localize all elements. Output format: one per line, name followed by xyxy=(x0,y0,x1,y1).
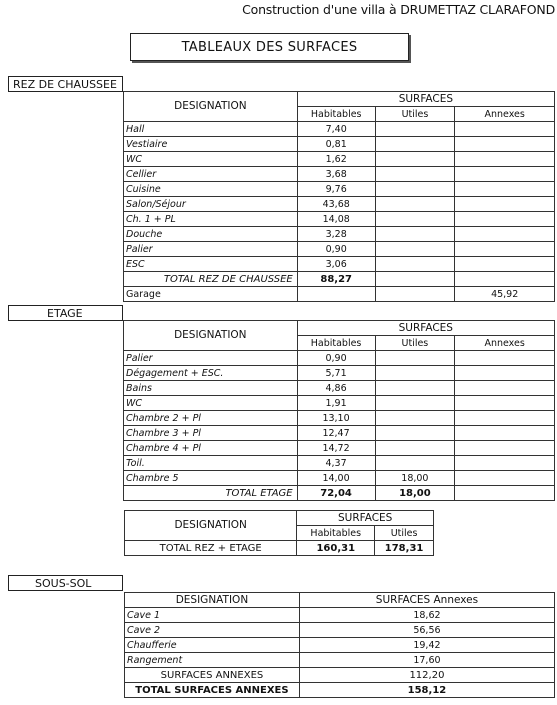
annexes-subtotal-row xyxy=(125,668,555,683)
room-name: Chambre 2 + Pl xyxy=(124,411,298,426)
habitables-header: Habitables xyxy=(297,526,375,541)
utiles-value xyxy=(375,182,455,197)
annexes-value xyxy=(455,396,555,411)
room-name: Toil. xyxy=(124,456,298,471)
table-row xyxy=(124,351,555,366)
room-name: Chaufferie xyxy=(125,638,300,653)
table-row xyxy=(124,381,555,396)
table-row xyxy=(125,623,555,638)
habitables-value: 3,68 xyxy=(297,167,375,182)
room-name: Vestiaire xyxy=(124,137,298,152)
habitables-value: 43,68 xyxy=(297,197,375,212)
habitables-value: 0,90 xyxy=(297,351,375,366)
room-name: Garage xyxy=(124,287,298,302)
habitables-value: 1,62 xyxy=(297,152,375,167)
room-name: Cuisine xyxy=(124,182,298,197)
table-row xyxy=(124,137,555,152)
utiles-value xyxy=(375,411,455,426)
table-row xyxy=(124,167,555,182)
annexes-value: 19,42 xyxy=(299,638,554,653)
habitables-header: Habitables xyxy=(297,336,375,351)
table-row xyxy=(124,426,555,441)
annexes-value xyxy=(455,197,555,212)
total-row xyxy=(124,486,555,501)
section-label-soussol: SOUS-SOL xyxy=(8,575,123,591)
total-label: TOTAL SURFACES ANNEXES xyxy=(125,683,300,698)
room-name: Chambre 4 + Pl xyxy=(124,441,298,456)
annexes-header: Annexes xyxy=(455,107,555,122)
utiles-value xyxy=(375,122,455,137)
etage-table xyxy=(123,320,555,501)
utiles-value xyxy=(375,242,455,257)
utiles-header: Utiles xyxy=(375,107,455,122)
table-row xyxy=(124,242,555,257)
utiles-value xyxy=(375,137,455,152)
utiles-value xyxy=(375,366,455,381)
habitables-value: 14,08 xyxy=(297,212,375,227)
habitables-value: 0,81 xyxy=(297,137,375,152)
table-row xyxy=(124,152,555,167)
utiles-header: Utiles xyxy=(375,336,455,351)
habitables-value: 5,71 xyxy=(297,366,375,381)
room-name: Palier xyxy=(124,242,298,257)
table-row xyxy=(124,396,555,411)
annexes-value: 18,62 xyxy=(299,608,554,623)
utiles-value xyxy=(375,381,455,396)
annexes-value xyxy=(455,411,555,426)
table-row xyxy=(124,411,555,426)
annexes-value: 45,92 xyxy=(455,287,555,302)
utiles-value xyxy=(375,287,455,302)
table-row xyxy=(124,441,555,456)
designation-header: DESIGNATION xyxy=(124,92,298,122)
room-name: Bains xyxy=(124,381,298,396)
habitables-value: 14,72 xyxy=(297,441,375,456)
total-habitables: 72,04 xyxy=(297,486,375,501)
habitables-value: 9,76 xyxy=(297,182,375,197)
room-name: Cave 1 xyxy=(125,608,300,623)
room-name: Chambre 3 + Pl xyxy=(124,426,298,441)
utiles-value xyxy=(375,257,455,272)
room-name: WC xyxy=(124,396,298,411)
garage-row xyxy=(124,287,555,302)
table-row xyxy=(124,122,555,137)
habitables-value: 1,91 xyxy=(297,396,375,411)
total-annexes xyxy=(455,486,555,501)
annexes-value xyxy=(455,137,555,152)
table-row xyxy=(124,197,555,212)
table-row xyxy=(124,456,555,471)
habitables-value: 3,06 xyxy=(297,257,375,272)
utiles-value xyxy=(375,212,455,227)
table-row xyxy=(125,653,555,668)
table-row xyxy=(124,182,555,197)
table-row xyxy=(124,257,555,272)
utiles-value xyxy=(375,227,455,242)
habitables-value: 3,28 xyxy=(297,227,375,242)
room-name: Dégagement + ESC. xyxy=(124,366,298,381)
designation-header: DESIGNATION xyxy=(125,511,297,541)
surfaces-header: SURFACES xyxy=(297,321,554,336)
designation-header: DESIGNATION xyxy=(124,321,298,351)
summary-total-utiles: 178,31 xyxy=(375,541,434,556)
utiles-value xyxy=(375,456,455,471)
utiles-value xyxy=(375,441,455,456)
total-utiles xyxy=(375,272,455,287)
annexes-value xyxy=(455,441,555,456)
total-value: 158,12 xyxy=(299,683,554,698)
utiles-header: Utiles xyxy=(375,526,434,541)
habitables-value: 4,37 xyxy=(297,456,375,471)
habitables-value: 0,90 xyxy=(297,242,375,257)
room-name: Cave 2 xyxy=(125,623,300,638)
habitables-value: 4,86 xyxy=(297,381,375,396)
annexes-value xyxy=(455,351,555,366)
summary-total-habitables: 160,31 xyxy=(297,541,375,556)
annexes-value xyxy=(455,366,555,381)
section-label-rdc: REZ DE CHAUSSEE xyxy=(8,76,123,92)
room-name: Rangement xyxy=(125,653,300,668)
subtotal-value: 112,20 xyxy=(299,668,554,683)
summary-total-label: TOTAL REZ + ETAGE xyxy=(125,541,297,556)
habitables-value: 12,47 xyxy=(297,426,375,441)
annexes-value xyxy=(455,471,555,486)
surfaces-annexes-header: SURFACES Annexes xyxy=(299,593,554,608)
room-name: ESC xyxy=(124,257,298,272)
utiles-value xyxy=(375,396,455,411)
annexes-value xyxy=(455,212,555,227)
annexes-value xyxy=(455,227,555,242)
total-utiles: 18,00 xyxy=(375,486,455,501)
soussol-table xyxy=(124,592,555,698)
summary-table xyxy=(124,510,434,556)
utiles-value xyxy=(375,167,455,182)
utiles-value xyxy=(375,426,455,441)
room-name: Hall xyxy=(124,122,298,137)
room-name: Chambre 5 xyxy=(124,471,298,486)
room-name: Cellier xyxy=(124,167,298,182)
habitables-value: 7,40 xyxy=(297,122,375,137)
utiles-value xyxy=(375,197,455,212)
table-row xyxy=(124,227,555,242)
annexes-value xyxy=(455,426,555,441)
room-name: Palier xyxy=(124,351,298,366)
document-header: Construction d'une villa à DRUMETTAZ CLARAFOND xyxy=(242,2,555,17)
annexes-value xyxy=(455,257,555,272)
annexes-value xyxy=(455,122,555,137)
utiles-value: 18,00 xyxy=(375,471,455,486)
annexes-value xyxy=(455,152,555,167)
annexes-value xyxy=(455,167,555,182)
page-title: TABLEAUX DES SURFACES xyxy=(130,33,409,61)
subtotal-label: SURFACES ANNEXES xyxy=(125,668,300,683)
total-annexes xyxy=(455,272,555,287)
habitables-header: Habitables xyxy=(297,107,375,122)
annexes-value: 17,60 xyxy=(299,653,554,668)
habitables-value xyxy=(297,287,375,302)
surfaces-header: SURFACES xyxy=(297,92,554,107)
annexes-value xyxy=(455,381,555,396)
room-name: Salon/Séjour xyxy=(124,197,298,212)
total-label: TOTAL REZ DE CHAUSSEE xyxy=(124,272,298,287)
utiles-value xyxy=(375,351,455,366)
designation-header: DESIGNATION xyxy=(125,593,300,608)
annexes-value xyxy=(455,182,555,197)
habitables-value: 13,10 xyxy=(297,411,375,426)
table-row xyxy=(124,471,555,486)
habitables-value: 14,00 xyxy=(297,471,375,486)
utiles-value xyxy=(375,152,455,167)
room-name: WC xyxy=(124,152,298,167)
table-row xyxy=(125,608,555,623)
table-row xyxy=(125,638,555,653)
rdc-table xyxy=(123,91,555,302)
total-row xyxy=(124,272,555,287)
annexes-header: Annexes xyxy=(455,336,555,351)
room-name: Douche xyxy=(124,227,298,242)
total-habitables: 88,27 xyxy=(297,272,375,287)
total-label: TOTAL ETAGE xyxy=(124,486,298,501)
annexes-value xyxy=(455,456,555,471)
annexes-value: 56,56 xyxy=(299,623,554,638)
table-row xyxy=(124,366,555,381)
section-label-etage: ETAGE xyxy=(8,305,123,321)
surfaces-header: SURFACES xyxy=(297,511,434,526)
table-row xyxy=(124,212,555,227)
annexes-value xyxy=(455,242,555,257)
room-name: Ch. 1 + PL xyxy=(124,212,298,227)
total-row xyxy=(125,683,555,698)
